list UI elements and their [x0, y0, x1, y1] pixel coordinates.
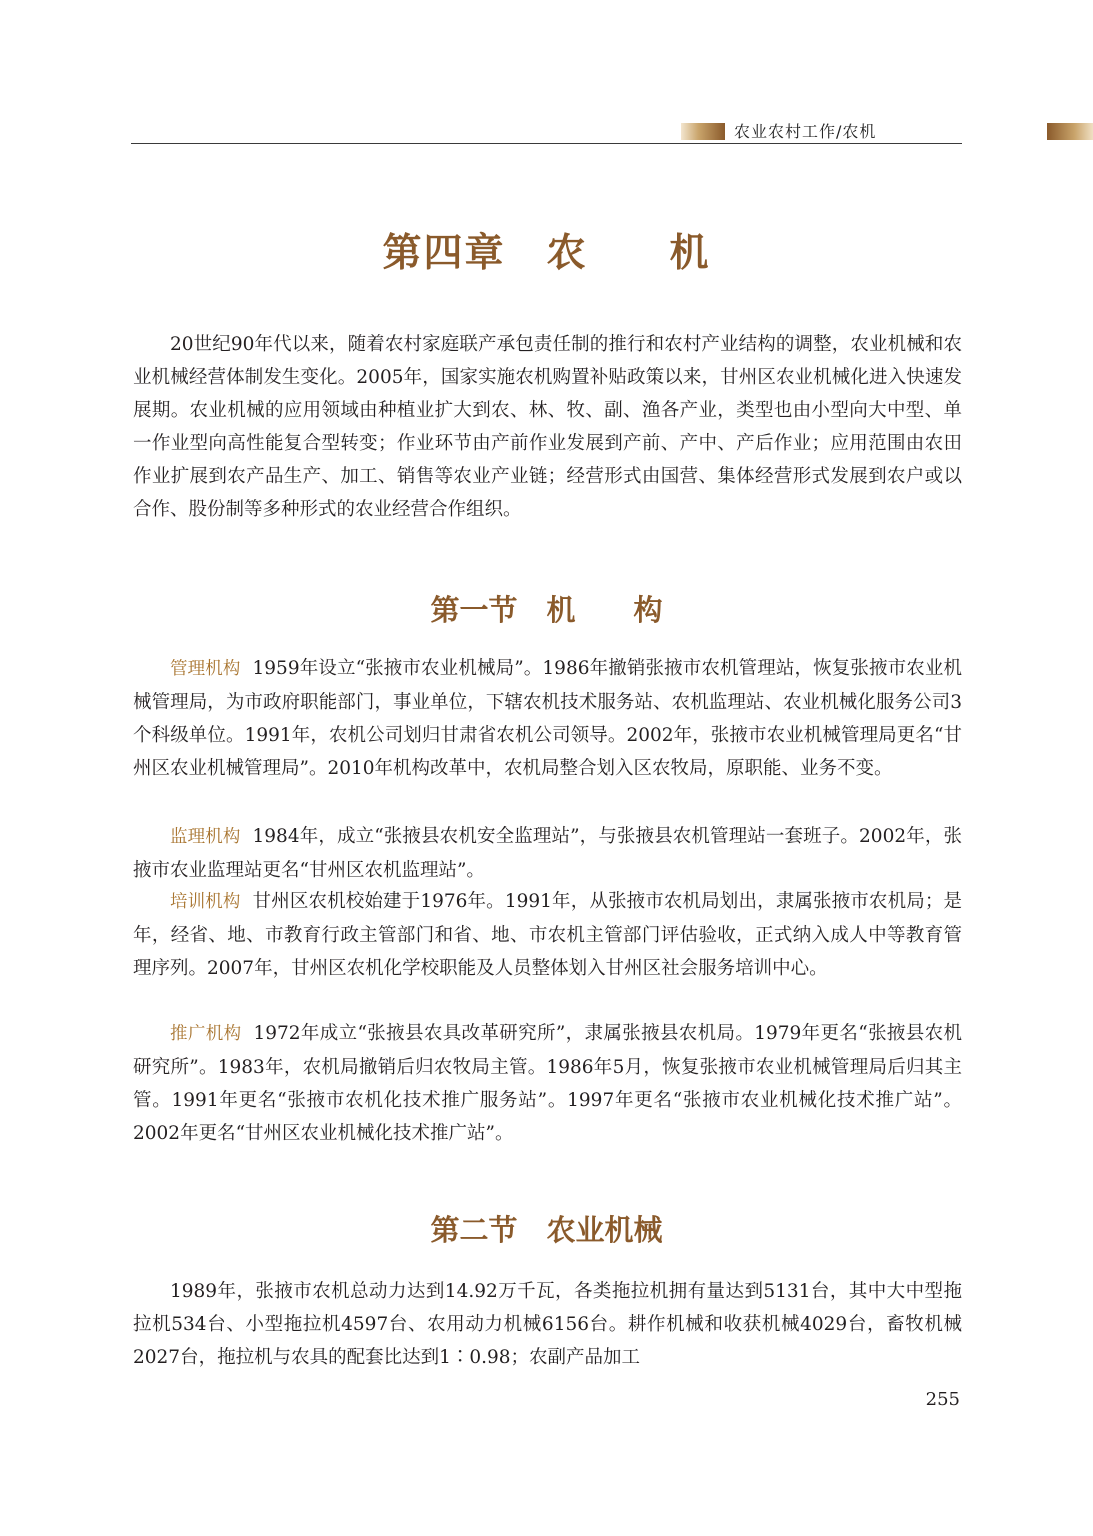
chapter-title: 第四章 农 机 — [382, 230, 711, 276]
page-number: 255 — [925, 1389, 960, 1410]
section-2-title: 第二节 农业机械 — [430, 1213, 663, 1247]
keyword-training: 培训机构 — [170, 892, 241, 912]
paragraph-management-text: 1959年设立“张掖市农业机械局”。1986年撤销张掖市农机管理站，恢复张掖市农业机械管理局，为市政府职能部门，事业单位，下辖农机技术服务站、农机监理站、农业机械化服务公司3个科级单位。1991年，农机公司划归甘肃省农机公司领导。2002年，张掖市农业机械管理局更名“甘州区农业机械管理局”。2010年机构改革中，农机局整合划入区农牧局，原职能、业务不变。 — [133, 658, 962, 779]
keyword-supervision: 监理机构 — [170, 827, 241, 847]
keyword-management: 管理机构 — [170, 659, 241, 679]
keyword-extension: 推广机构 — [170, 1024, 242, 1044]
header-decor-bar-right — [1047, 123, 1093, 140]
header-decor-bar-left — [681, 123, 725, 140]
running-header-title: 农业农村工作/农机 — [734, 122, 877, 141]
paragraph-extension-text: 1972年成立“张掖县农具改革研究所”，隶属张掖县农机局。1979年更名“张掖县农机研究所”。1983年，农机局撤销后归农牧局主管。1986年5月，恢复张掖市农业机械管理局后归其主管。1991年更名“张掖市农机化技术推广服务站”。1997年更名“张掖市农业机械化技术推广站”。2002年更名“甘州区农业机械化技术推广站”。 — [133, 1023, 962, 1144]
header-rule — [131, 143, 962, 144]
intro-paragraph: 20世纪90年代以来，随着农村家庭联产承包责任制的推行和农村产业结构的调整，农业机械和农业机械经营体制发生变化。2005年，国家实施农机购置补贴政策以来，甘州区农业机械化进入快速发展期。农业机械的应用领域由种植业扩大到农、林、牧、副、渔各产业，类型也由小型向大中型、单一作业型向高性能复合型转变；作业环节由产前作业发展到产前、产中、产后作业；应用范围由农田作业扩展到农产品生产、加工、销售等农业产业链；经营形式由国营、集体经营形式发展到农户或以合作、股份制等多种形式的农业经营合作组织。 — [133, 334, 962, 520]
paragraph-extension — [133, 1017, 962, 1150]
paragraph-training-text: 甘州区农机校始建于1976年。1991年，从张掖市农机局划出，隶属张掖市农机局；是年，经省、地、市教育行政主管部门和省、地、市农机主管部门评估验收，正式纳入成人中等教育管理序列。2007年，甘州区农机化学校职能及人员整体划入甘州区社会服务培训中心。 — [133, 891, 962, 979]
paragraph-management — [133, 652, 962, 785]
paragraph-supervision-text: 1984年，成立“张掖县农机安全监理站”，与张掖县农机管理站一套班子。2002年，张掖市农业监理站更名“甘州区农机监理站”。 — [133, 826, 962, 881]
paragraph-training — [133, 885, 962, 985]
paragraph-supervision — [133, 820, 962, 887]
section-1-title: 第一节 机 构 — [430, 593, 663, 627]
section-2-paragraph: 1989年，张掖市农机总动力达到14.92万千瓦，各类拖拉机拥有量达到5131台，其中大中型拖拉机534台、小型拖拉机4597台、农用动力机械6156台。耕作机械和收获机械4029台，畜牧机械2027台，拖拉机与农具的配套比达到1∶0.98；农副产品加工 — [133, 1281, 962, 1368]
running-header — [131, 120, 962, 144]
